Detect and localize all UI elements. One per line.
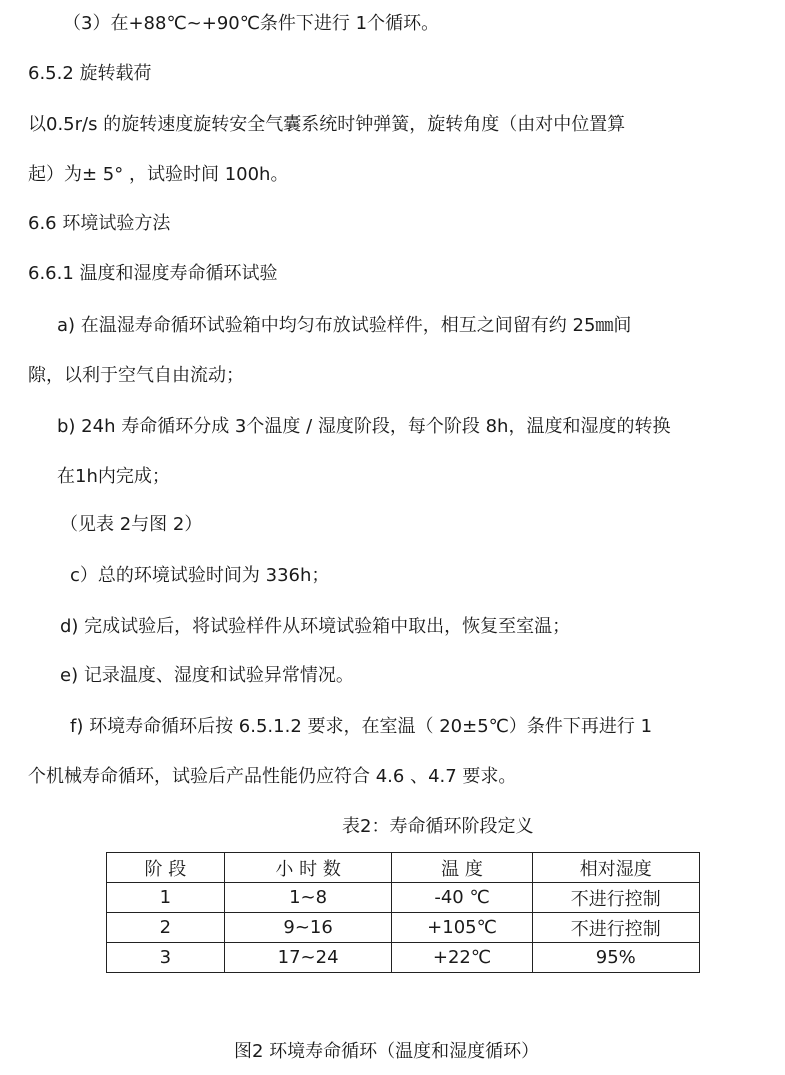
table-cell: 95% [532, 943, 699, 973]
table-row [107, 913, 700, 943]
list-item: a) 在温湿寿命循环试验箱中均匀布放试验样件，相互之间留有约 25㎜间 [57, 315, 632, 336]
section-heading: 6.6 环境试验方法 [28, 213, 171, 234]
paragraph-line: 以0.5r/s 的旋转速度旋转安全气囊系统时钟弹簧，旋转角度（由对中位置算 [28, 114, 626, 135]
table-cell: 1~8 [224, 883, 392, 913]
paragraph-line: 个机械寿命循环，试验后产品性能仍应符合 4.6 、4.7 要求。 [28, 766, 517, 787]
table-cell: 17~24 [224, 943, 392, 973]
section-heading: 6.5.2 旋转载荷 [28, 63, 152, 84]
paragraph-line: 在1h内完成； [57, 466, 170, 487]
paragraph-line: （见表 2与图 2） [60, 514, 203, 535]
table-caption: 表2：寿命循环阶段定义 [342, 816, 534, 837]
table-header-row [107, 853, 700, 883]
list-item: c）总的环境试验时间为 336h； [70, 565, 330, 586]
table-row [107, 883, 700, 913]
section-heading: 6.6.1 温度和湿度寿命循环试验 [28, 263, 278, 284]
paragraph-line: 起）为± 5° ，试验时间 100h。 [28, 164, 289, 185]
column-header: 温 度 [392, 853, 532, 883]
list-item: e) 记录温度、湿度和试验异常情况。 [60, 665, 354, 686]
list-item: b) 24h 寿命循环分成 3个温度 / 湿度阶段，每个阶段 8h，温度和湿度的转换 [57, 416, 671, 437]
list-item: f) 环境寿命循环后按 6.5.1.2 要求，在室温（ 20±5℃）条件下再进行 1 [70, 716, 653, 737]
figure-caption: 图2 环境寿命循环（温度和湿度循环） [234, 1041, 540, 1062]
table-cell: 9~16 [224, 913, 392, 943]
lifecycle-stage-table [106, 852, 700, 973]
table-cell: 不进行控制 [532, 883, 699, 913]
column-header: 小 时 数 [224, 853, 392, 883]
paragraph-line: （3）在+88℃~+90℃条件下进行 1个循环。 [63, 13, 440, 34]
list-item: d) 完成试验后，将试验样件从环境试验箱中取出，恢复至室温； [60, 616, 571, 637]
table-cell: 1 [107, 883, 225, 913]
table-cell: 3 [107, 943, 225, 973]
column-header: 阶 段 [107, 853, 225, 883]
table-cell: +105℃ [392, 913, 532, 943]
table-cell: +22℃ [392, 943, 532, 973]
column-header: 相对湿度 [532, 853, 699, 883]
paragraph-line: 隙，以利于空气自由流动； [28, 365, 244, 386]
table-row [107, 943, 700, 973]
table-cell: 不进行控制 [532, 913, 699, 943]
table-cell: -40 ℃ [392, 883, 532, 913]
table-cell: 2 [107, 913, 225, 943]
